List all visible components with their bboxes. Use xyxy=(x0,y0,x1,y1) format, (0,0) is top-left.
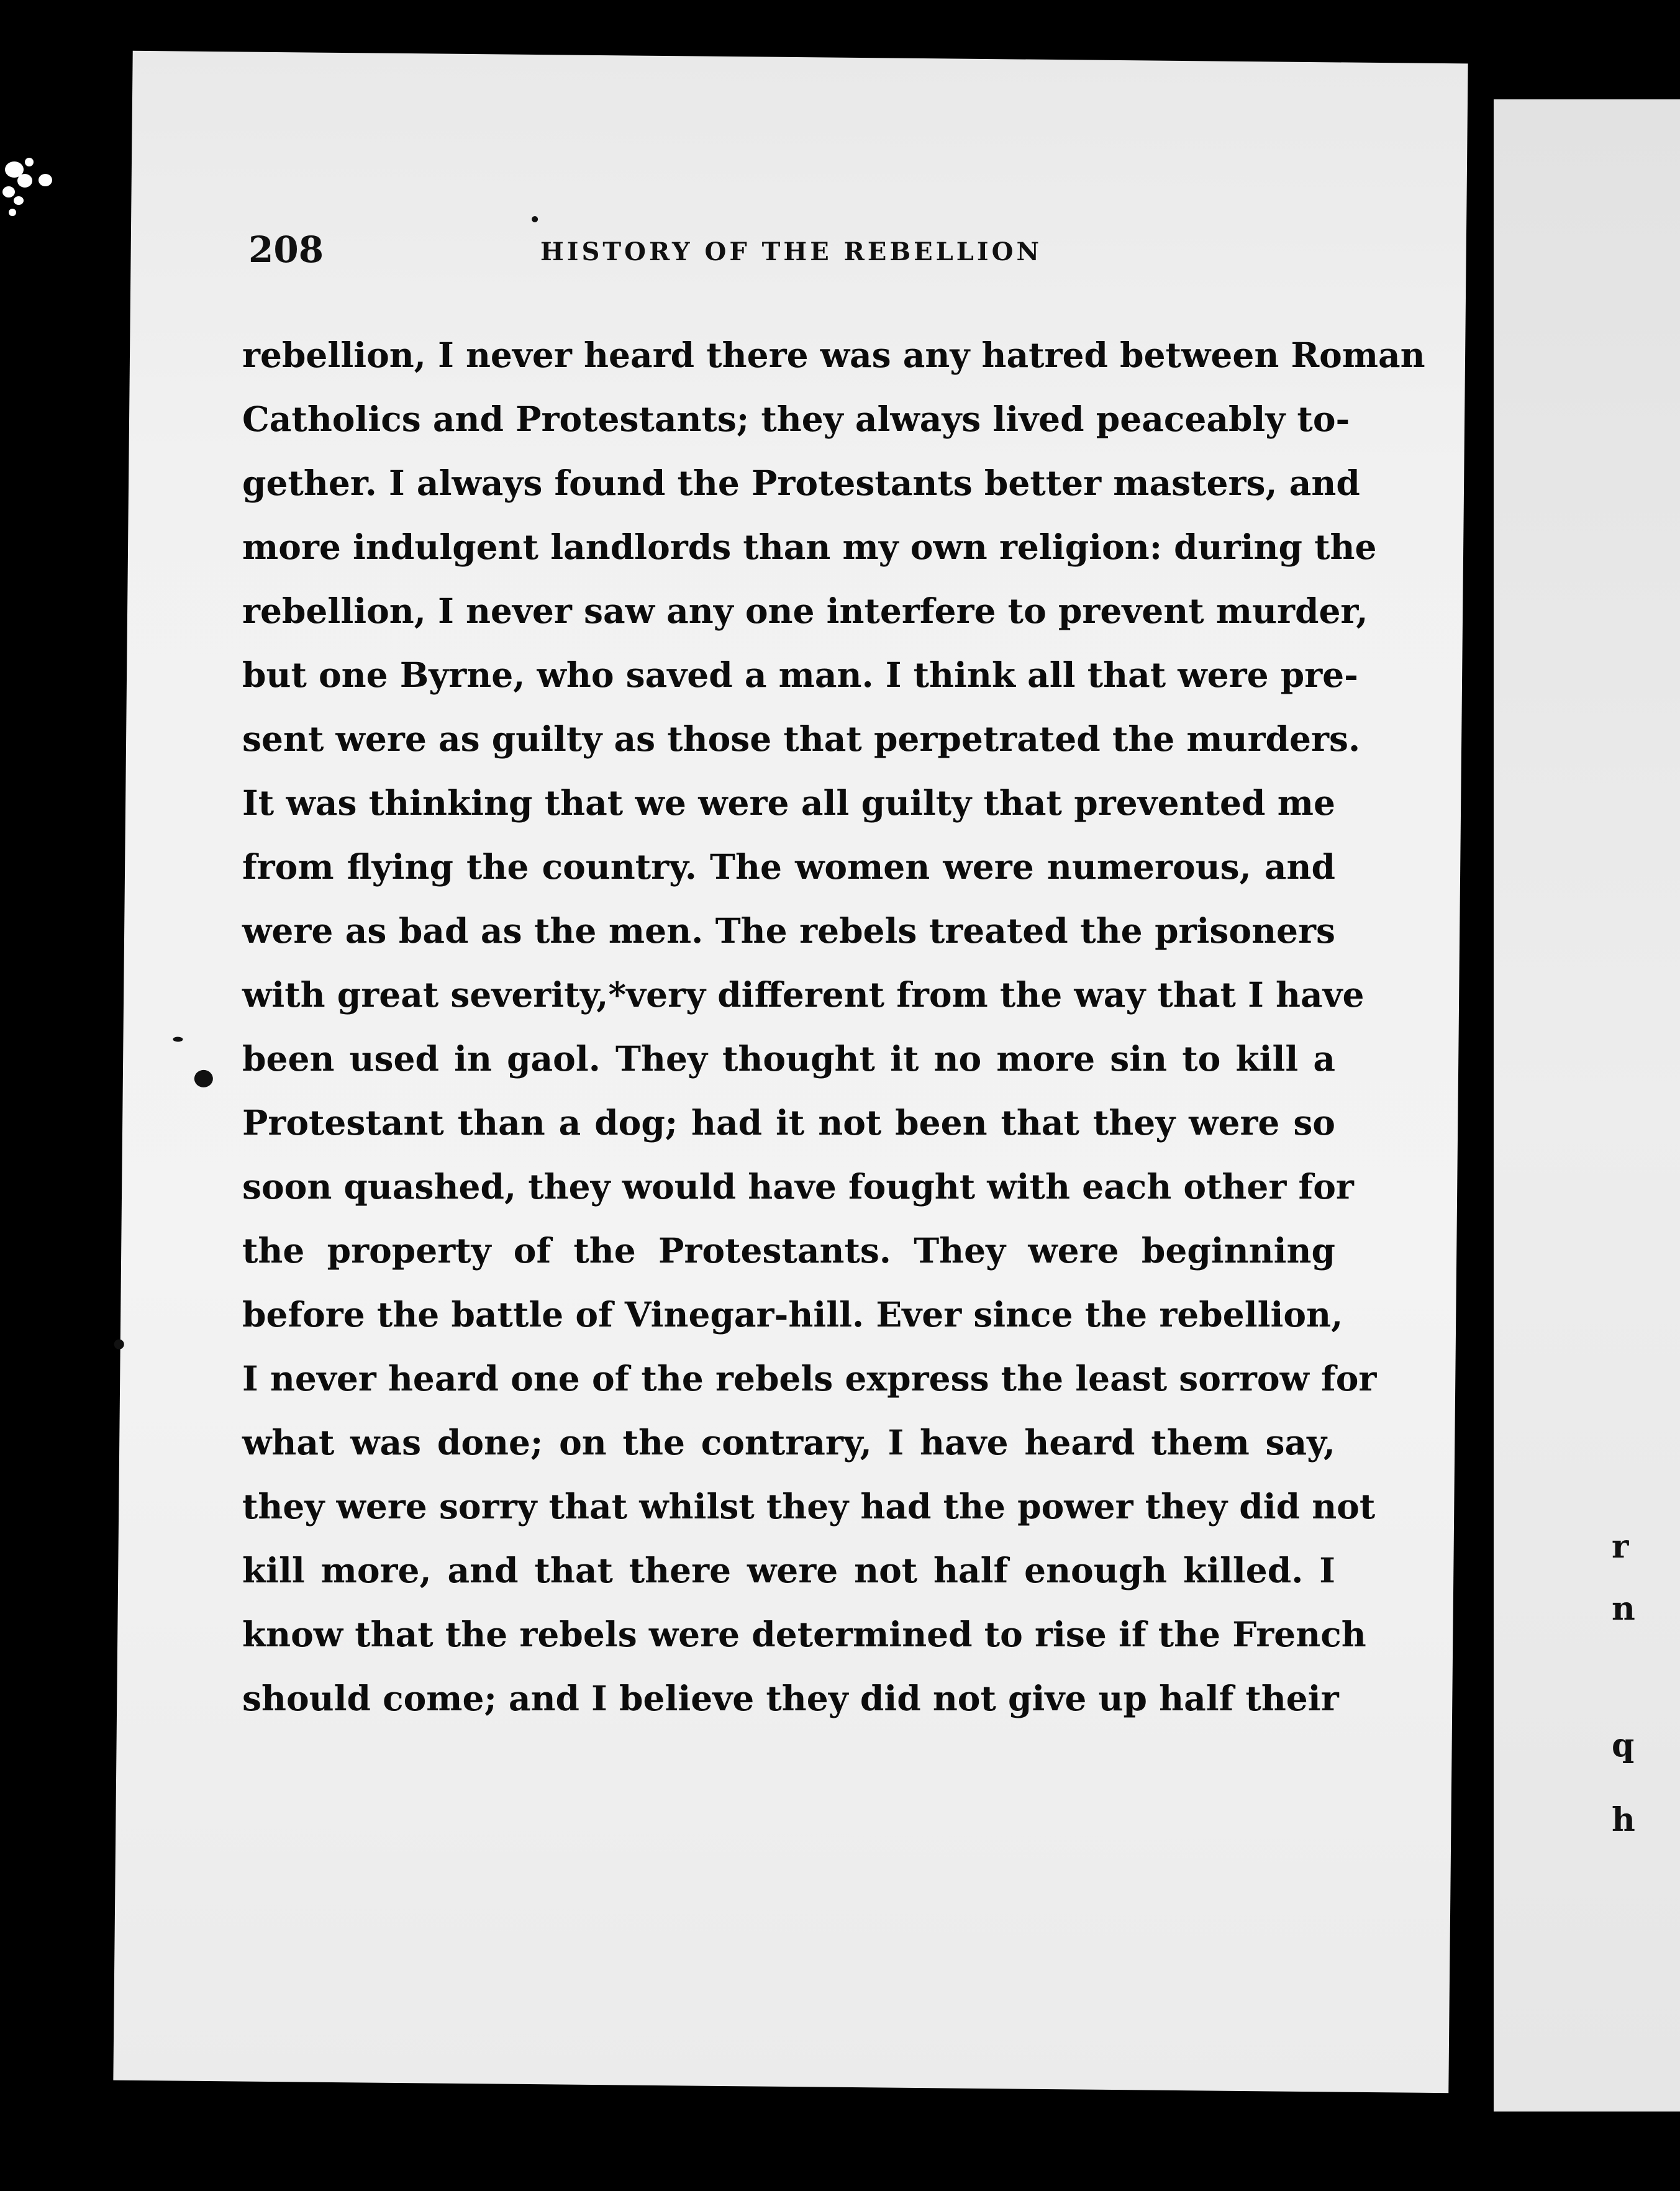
text-line: Catholics and Protestants; they always lived peaceably to- xyxy=(242,399,1350,439)
running-head xyxy=(248,229,1180,284)
text-line: more indulgent landlords than my own religion: during the xyxy=(242,527,1377,567)
text-line: with great severity,*very different from the way that I have xyxy=(242,974,1364,1015)
text-line: rebellion, I never heard there was any hatred between Roman xyxy=(242,335,1425,375)
ink-speck xyxy=(173,1037,183,1041)
body-text xyxy=(242,323,1425,1730)
ink-speck xyxy=(532,216,538,222)
text-line: gether. I always found the Protestants better masters, and xyxy=(242,463,1360,503)
text-line: they were sorry that whilst they had the power they did not xyxy=(242,1486,1376,1526)
text-line: I never heard one of the rebels express the least sorrow for xyxy=(242,1358,1377,1399)
ink-speck xyxy=(194,1070,213,1087)
scan-stain xyxy=(0,149,56,230)
facing-page-fragment: n xyxy=(1612,1590,1635,1628)
facing-page-fragment: q xyxy=(1612,1726,1635,1764)
text-line: know that the rebels were determined to rise if the French xyxy=(242,1614,1366,1654)
page-number: 208 xyxy=(248,229,324,271)
facing-page-edge xyxy=(1494,99,1680,2112)
text-line: what was done; on the contrary, I have heard them say, xyxy=(242,1422,1335,1463)
facing-page-fragment: h xyxy=(1612,1801,1635,1839)
text-line: been used in gaol. They thought it no more sin to kill a xyxy=(242,1038,1335,1079)
text-line: were as bad as the men. The rebels treated the prisoners xyxy=(242,910,1335,951)
text-line: soon quashed, they would have fought with each other for xyxy=(242,1166,1354,1207)
running-head-title: HISTORY OF THE REBELLION xyxy=(540,237,1043,266)
text-line: before the battle of Vinegar-hill. Ever since the rebellion, xyxy=(242,1294,1343,1335)
text-line: Protestant than a dog; had it not been that they were so xyxy=(242,1102,1335,1143)
text-line: from flying the country. The women were numerous, and xyxy=(242,846,1335,887)
text-line: the property of the Protestants. They were beginning xyxy=(242,1230,1335,1271)
ink-speck xyxy=(114,1340,124,1350)
facing-page-fragment: r xyxy=(1612,1528,1629,1566)
text-line: It was thinking that we were all guilty that prevented me xyxy=(242,782,1335,823)
text-line: but one Byrne, who saved a man. I think all that were pre- xyxy=(242,655,1359,695)
text-line: kill more, and that there were not half enough killed. I xyxy=(242,1550,1335,1590)
text-line: rebellion, I never saw any one interfere to prevent murder, xyxy=(242,591,1368,631)
text-line: sent were as guilty as those that perpetrated the murders. xyxy=(242,719,1361,759)
text-line: should come; and I believe they did not give up half their xyxy=(242,1678,1339,1718)
